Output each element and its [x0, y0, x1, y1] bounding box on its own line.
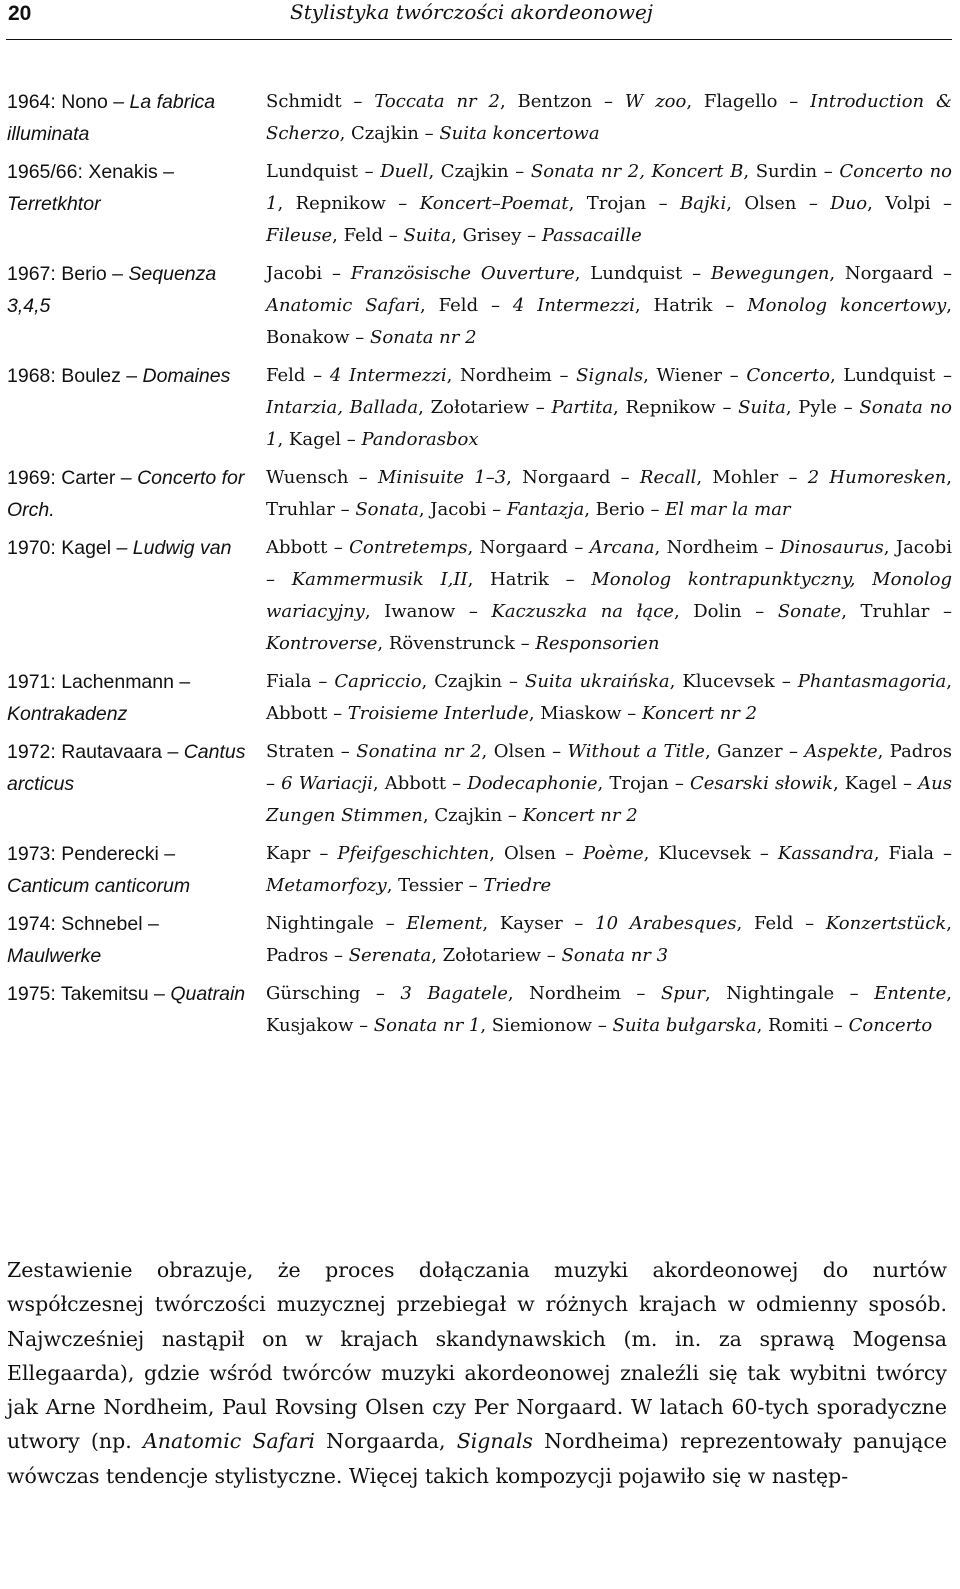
title-text: Concerto	[848, 1015, 933, 1036]
title-text: Cesarski słowik	[689, 773, 833, 794]
plain-text: Kapr –	[266, 843, 338, 864]
plain-text: , Norgaard –	[829, 263, 952, 284]
title-text: Sonata no 1	[266, 397, 953, 450]
title-text: Concerto no 1	[266, 161, 953, 214]
title-text: Monolog koncertowy	[747, 295, 947, 316]
title-text: Anatomic Safari	[266, 295, 421, 316]
plain-text: 1968: Boulez –	[7, 365, 143, 387]
plain-text: , Klucevsek –	[643, 843, 778, 864]
plain-text: , Trojan –	[597, 773, 690, 794]
plain-text: , Kusjakow –	[266, 983, 952, 1036]
plain-text: 1974: Schnebel –	[7, 913, 159, 935]
plain-text: 1964: Nono –	[7, 91, 130, 113]
plain-text: , Zołotariew –	[418, 397, 552, 418]
page-number: 20	[8, 2, 32, 25]
plain-text: Gürsching –	[266, 983, 401, 1004]
plain-text: , Dolin –	[673, 601, 778, 622]
title-text: Kontrakadenz	[7, 703, 128, 725]
timeline-works-cell	[258, 838, 952, 902]
plain-text: 1972: Rautavaara –	[7, 741, 184, 763]
plain-text: Nightingale –	[266, 913, 407, 934]
title-text: Responsorien	[535, 633, 660, 654]
timeline-date-cell	[0, 736, 258, 832]
page-header	[0, 0, 960, 40]
plain-text: , Kayser –	[482, 913, 596, 934]
title-text: Kaczuszka na łące	[491, 601, 674, 622]
timeline-row	[0, 532, 960, 660]
plain-text: , Truhlar –	[841, 601, 952, 622]
timeline-date-cell	[0, 86, 258, 150]
title-text: Intarzia, Ballada	[266, 397, 419, 418]
title-text: Quatrain	[170, 983, 246, 1005]
title-text: Dodecaphonie	[467, 773, 598, 794]
title-text: Contretemps	[349, 537, 468, 558]
timeline-date-cell	[0, 360, 258, 456]
title-text: Element	[406, 913, 483, 934]
title-text: Duo	[830, 193, 868, 214]
plain-text: , Norgaard –	[467, 537, 590, 558]
title-text: 6 Wariacji	[281, 773, 373, 794]
timeline-works-cell	[258, 86, 952, 150]
plain-text: , Bentzon –	[499, 91, 625, 112]
title-text: Dinosaurus	[780, 537, 884, 558]
timeline-table	[0, 86, 960, 1048]
title-text: Fileuse	[266, 225, 333, 246]
plain-text: , Lundquist –	[574, 263, 711, 284]
title-text: Introduction & Scherzo	[266, 91, 953, 144]
plain-text: , Bonakow –	[266, 295, 953, 348]
plain-text: Zestawienie obrazuje, że proces dołączania muzyki akordeonowej do nurtów współczesnej twórczości muzycznej przebiegał w różnych krajach w odmienny sposób. Najwcześniej nastąpił on w krajach skandynawskich (m. in. za sprawą Mogensa Ellegaarda), gdzie wśród twórców muzyki akordeonowej znaleźli się tak wybitni twórcy jak Arne Nordheim, Paul Rovsing Olsen czy Per Norgaard. W latach 60-tych sporadyczne utwory (np.	[7, 1258, 947, 1454]
plain-text: , Abbott –	[266, 671, 952, 724]
title-text: Troisieme Interlude	[347, 703, 529, 724]
title-text: Pfeifgeschichten	[337, 843, 490, 864]
title-text: 4 Intermezzi	[512, 295, 635, 316]
header-rule	[6, 39, 952, 40]
plain-text: , Fiala –	[873, 843, 952, 864]
title-text: Bewegungen	[710, 263, 830, 284]
timeline-works-cell	[258, 908, 952, 972]
title-text: Sequenza 3,4,5	[7, 263, 217, 317]
title-text: 2 Humoresken	[807, 467, 947, 488]
title-text: Poème	[583, 843, 644, 864]
plain-text: , Czajkin –	[428, 161, 531, 182]
timeline-date-cell	[0, 978, 258, 1042]
timeline-row	[0, 360, 960, 456]
plain-text: Feld –	[266, 365, 330, 386]
plain-text: Nordheima) reprezentowały panujące wówczas tendencje stylistyczne. Więcej takich kompozycji pojawiło się w następ-	[7, 1429, 947, 1488]
plain-text: , Grisey –	[451, 225, 542, 246]
title-text: Ludwig van	[132, 537, 232, 559]
plain-text: , Olsen –	[489, 843, 583, 864]
plain-text: , Romiti –	[756, 1015, 849, 1036]
plain-text: , Padros –	[266, 913, 952, 966]
title-text: Suita bułgarska	[612, 1015, 757, 1036]
title-text: Arcana	[589, 537, 655, 558]
plain-text: Fiala –	[266, 671, 335, 692]
timeline-row	[0, 736, 960, 832]
plain-text: , Rövenstrunck –	[377, 633, 536, 654]
timeline-row	[0, 86, 960, 150]
title-text: Spur	[660, 983, 706, 1004]
title-text: Sonatina nr 2	[356, 741, 482, 762]
plain-text: , Czajkin –	[421, 671, 525, 692]
plain-text: Abbott –	[266, 537, 350, 558]
timeline-works-cell	[258, 360, 952, 456]
plain-text: , Iwanow –	[364, 601, 492, 622]
title-text: Sonata	[355, 499, 419, 520]
plain-text: , Trojan –	[568, 193, 681, 214]
title-text: Toccata nr 2	[374, 91, 500, 112]
plain-text: , Jacobi –	[418, 499, 507, 520]
plain-text: Lundquist –	[266, 161, 381, 182]
title-text: La fabrica illuminata	[7, 91, 216, 145]
title-text: Entente	[874, 983, 947, 1004]
plain-text: , Flagello –	[686, 91, 811, 112]
plain-text: , Nordheim –	[446, 365, 577, 386]
plain-text: , Ganzer –	[704, 741, 805, 762]
plain-text: Wuensch –	[266, 467, 378, 488]
title-text: Domaines	[142, 365, 231, 387]
plain-text: , Kagel –	[277, 429, 362, 450]
title-text: Anatomic Safari	[143, 1429, 315, 1454]
title-text: Aus Zungen Stimmen	[266, 773, 952, 826]
title-text: Triedre	[483, 875, 552, 896]
title-text: Suita	[403, 225, 452, 246]
plain-text: , Mohler –	[696, 467, 808, 488]
plain-text: , Surdin –	[743, 161, 840, 182]
title-text: Concerto	[746, 365, 830, 386]
timeline-row	[0, 462, 960, 526]
plain-text: , Nightingale –	[705, 983, 875, 1004]
title-text: 3 Bagatele	[400, 983, 508, 1004]
plain-text: , Czajkin –	[422, 805, 523, 826]
plain-text: Schmidt –	[266, 91, 375, 112]
plain-text: 1975: Takemitsu –	[7, 983, 171, 1005]
plain-text: , Feld –	[736, 913, 826, 934]
timeline-date-cell	[0, 838, 258, 902]
plain-text: , Padros –	[266, 741, 953, 794]
plain-text: 1965/66: Xenakis –	[7, 161, 174, 183]
timeline-row	[0, 838, 960, 902]
plain-text: , Repnikow –	[277, 193, 420, 214]
title-text: Kammermusik I,II	[291, 569, 468, 590]
plain-text: , Abbott –	[372, 773, 468, 794]
title-text: Canticum canticorum	[7, 875, 191, 897]
plain-text: , Hatrik –	[634, 295, 748, 316]
plain-text: , Klucevsek –	[669, 671, 798, 692]
timeline-row	[0, 666, 960, 730]
timeline-date-cell	[0, 666, 258, 730]
timeline-date-cell	[0, 532, 258, 660]
title-text: W zoo	[624, 91, 687, 112]
timeline-works-cell	[258, 978, 952, 1042]
plain-text: 1970: Kagel –	[7, 537, 133, 559]
timeline-row	[0, 156, 960, 252]
running-title: Stylistyka twórczości akordeonowej	[290, 0, 653, 24]
title-text: Sonata nr 3	[561, 945, 669, 966]
title-text: Französische Ouverture	[350, 263, 575, 284]
plain-text: , Nordheim –	[654, 537, 781, 558]
plain-text: Norgaarda,	[314, 1429, 457, 1454]
title-text: Terretkhtor	[7, 193, 101, 215]
title-text: Duell	[380, 161, 429, 182]
title-text: Kontroverse	[266, 633, 378, 654]
timeline-works-cell	[258, 258, 952, 354]
plain-text: , Feld –	[332, 225, 404, 246]
plain-text: , Tessier –	[386, 875, 484, 896]
plain-text: 1971: Lachenmann –	[7, 671, 191, 693]
title-text: Fantazja	[506, 499, 585, 520]
plain-text: Jacobi –	[266, 263, 351, 284]
plain-text: , Hatrik –	[467, 569, 592, 590]
timeline-works-cell	[258, 462, 952, 526]
title-text: Bajki	[680, 193, 727, 214]
plain-text: , Berio –	[584, 499, 666, 520]
timeline-date-cell	[0, 462, 258, 526]
plain-text: , Zołotariew –	[431, 945, 562, 966]
title-text: Capriccio	[334, 671, 422, 692]
title-text: Partita	[551, 397, 614, 418]
title-text: Serenata	[348, 945, 432, 966]
timeline-works-cell	[258, 666, 952, 730]
plain-text: , Feld –	[420, 295, 513, 316]
plain-text: , Miaskow –	[528, 703, 643, 724]
plain-text: , Siemionow –	[480, 1015, 613, 1036]
title-text: 10 Arabesques	[595, 913, 737, 934]
title-text: Signals	[576, 365, 644, 386]
title-text: Sonata nr 2	[369, 327, 477, 348]
title-text: Aspekte	[804, 741, 878, 762]
plain-text: Straten –	[266, 741, 357, 762]
title-text: Passacaille	[541, 225, 642, 246]
plain-text: , Czajkin –	[339, 123, 440, 144]
plain-text: , Olsen –	[481, 741, 568, 762]
plain-text: , Olsen –	[726, 193, 831, 214]
timeline-date-cell	[0, 156, 258, 252]
plain-text: , Nordheim –	[507, 983, 661, 1004]
title-text: Signals	[456, 1429, 533, 1454]
title-text: Minisuite 1–3	[378, 467, 507, 488]
title-text: Sonata nr 2, Koncert B	[530, 161, 744, 182]
title-text: 4 Intermezzi	[329, 365, 447, 386]
title-text: Koncert nr 2	[642, 703, 758, 724]
title-text: Sonata nr 1	[373, 1015, 481, 1036]
title-text: Pandorasbox	[361, 429, 479, 450]
title-text: Koncert–Poemat	[419, 193, 569, 214]
title-text: Cantus arcticus	[7, 741, 246, 795]
title-text: El mar la mar	[665, 499, 791, 520]
plain-text: , Pyle –	[785, 397, 860, 418]
timeline-date-cell	[0, 908, 258, 972]
title-text: Monolog kontrapunktyczny, Monolog wariacyjny	[266, 569, 952, 622]
plain-text: , Norgaard –	[506, 467, 640, 488]
title-text: Metamorfozy	[266, 875, 387, 896]
timeline-works-cell	[258, 532, 952, 660]
plain-text: , Jacobi –	[266, 537, 952, 590]
timeline-row	[0, 258, 960, 354]
title-text: Kassandra	[777, 843, 874, 864]
title-text: Sonate	[777, 601, 842, 622]
title-text: Koncert nr 2	[522, 805, 638, 826]
title-text: Konzertstück	[825, 913, 947, 934]
timeline-row	[0, 978, 960, 1042]
timeline-works-cell	[258, 736, 952, 832]
plain-text: 1969: Carter –	[7, 467, 138, 489]
timeline-row	[0, 908, 960, 972]
title-text: Concerto for Orch.	[7, 467, 245, 521]
plain-text: 1967: Berio –	[7, 263, 129, 285]
title-text: Maulwerke	[7, 945, 102, 967]
plain-text: , Wiener –	[643, 365, 747, 386]
title-text: Phantasmagoria	[797, 671, 947, 692]
plain-text: , Lundquist –	[829, 365, 953, 386]
timeline-works-cell	[258, 156, 952, 252]
plain-text: 1973: Penderecki –	[7, 843, 176, 865]
plain-text: , Kagel –	[832, 773, 919, 794]
body-paragraph	[7, 1253, 947, 1493]
timeline-date-cell	[0, 258, 258, 354]
plain-text: , Volpi –	[867, 193, 952, 214]
title-text: Suita ukraińska	[524, 671, 670, 692]
title-text: Without a Title	[567, 741, 705, 762]
plain-text: , Repnikow –	[613, 397, 739, 418]
title-text: Suita koncertowa	[439, 123, 600, 144]
plain-text: , Truhlar –	[266, 467, 952, 520]
title-text: Suita	[738, 397, 786, 418]
title-text: Recall	[639, 467, 697, 488]
